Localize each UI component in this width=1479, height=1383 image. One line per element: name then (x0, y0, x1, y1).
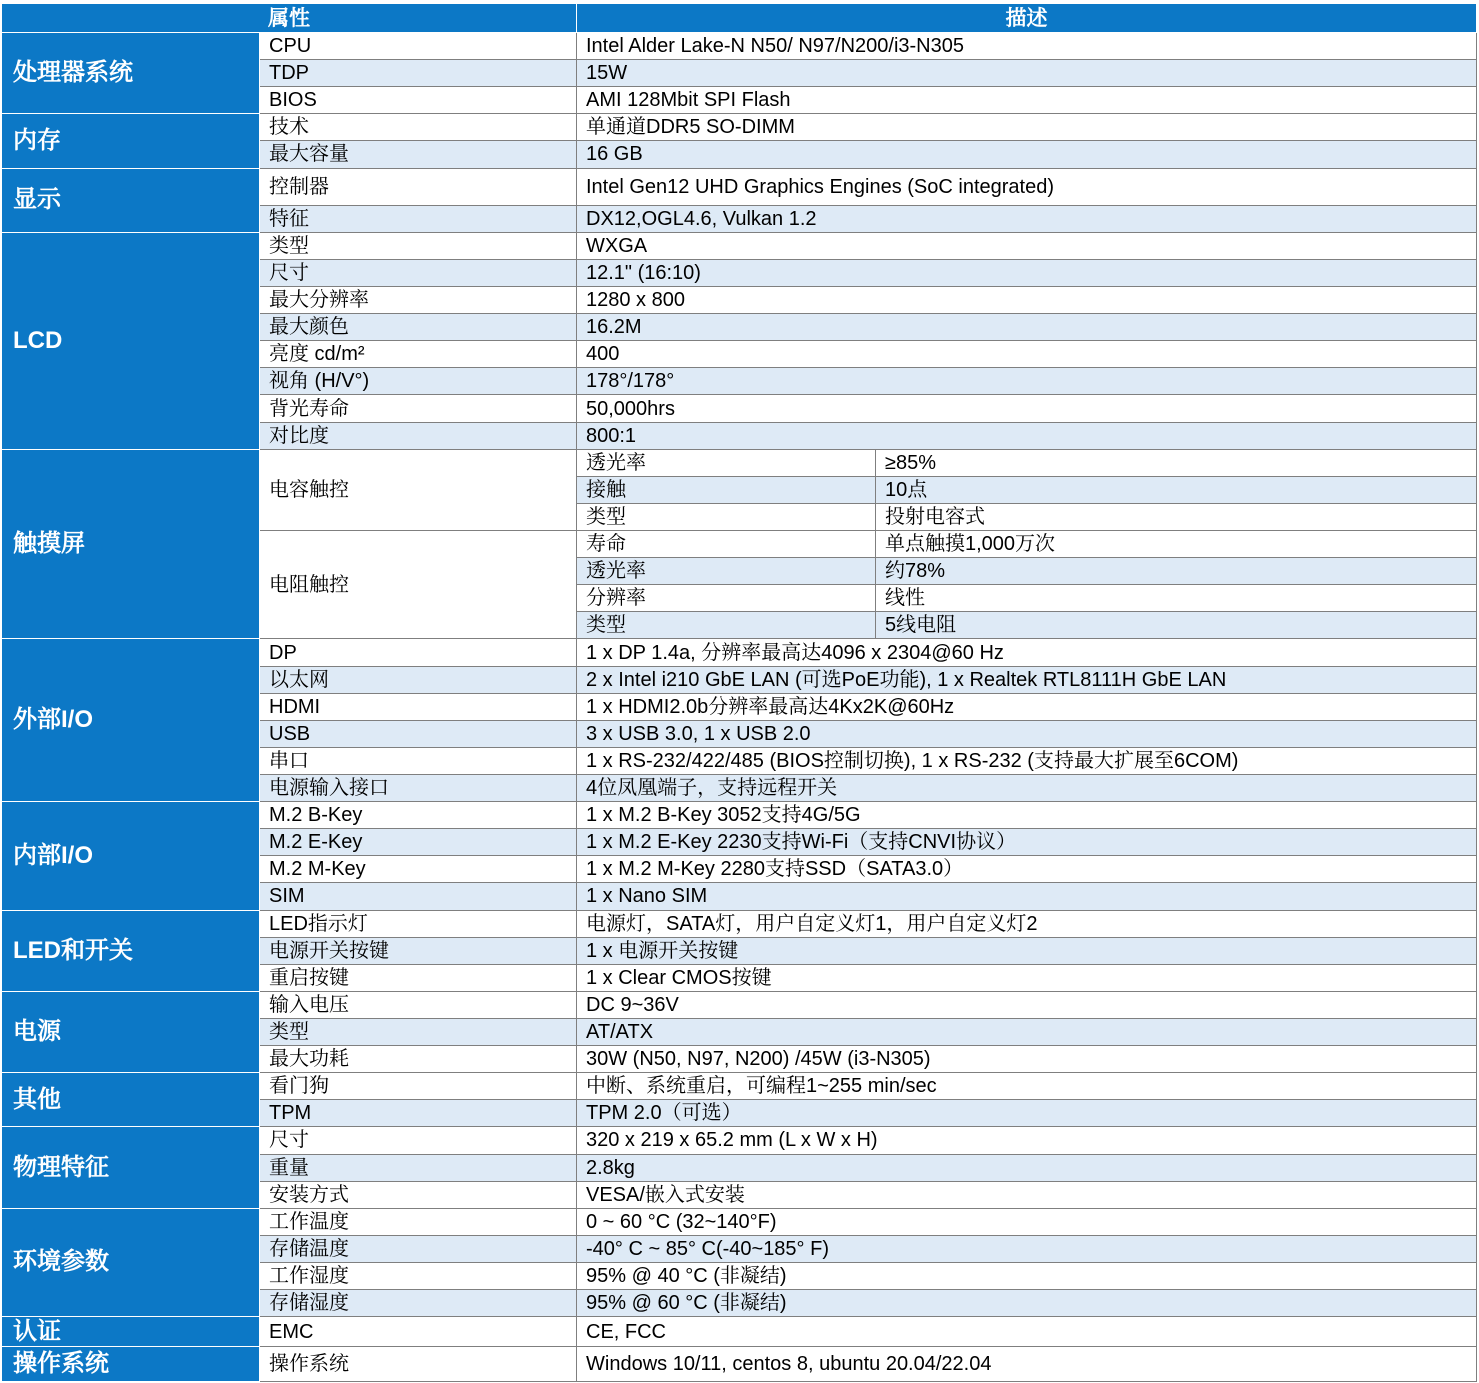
property-cell: 重量 (260, 1154, 577, 1181)
property-cell: 背光寿命 (260, 395, 577, 422)
property-cell: 串口 (260, 747, 577, 774)
table-row (2, 802, 1477, 829)
table-row (2, 639, 1477, 666)
property-cell: 最大功耗 (260, 1046, 577, 1073)
property-cell: 尺寸 (260, 259, 577, 286)
description-cell: 3 x USB 3.0, 1 x USB 2.0 (577, 720, 1477, 747)
sub-property-cell: 透光率 (577, 449, 876, 476)
subgroup-label: 电容触控 (260, 449, 577, 530)
property-cell: 视角 (H/V°) (260, 368, 577, 395)
description-cell: 1 x RS-232/422/485 (BIOS控制切换), 1 x RS-232 (支持最大扩展至6COM) (577, 747, 1477, 774)
description-cell: 1 x HDMI2.0b分辨率最高达4Kx2K@60Hz (577, 693, 1477, 720)
table-row (2, 991, 1477, 1018)
sub-property-cell: 类型 (577, 503, 876, 530)
description-cell: AT/ATX (577, 1018, 1477, 1045)
table-row (2, 232, 1477, 259)
description-cell: 1 x Nano SIM (577, 883, 1477, 910)
category-label: 处理器系统 (2, 33, 260, 114)
property-cell: 存储湿度 (260, 1290, 577, 1317)
category-label: 显示 (2, 168, 260, 232)
description-cell: CE, FCC (577, 1317, 1477, 1347)
description-cell: 95% @ 40 °C (非凝结) (577, 1262, 1477, 1289)
description-cell: 178°/178° (577, 368, 1477, 395)
subgroup-label: 电阻触控 (260, 531, 577, 639)
description-cell: 16 GB (577, 141, 1477, 168)
property-cell: 亮度 cd/m² (260, 341, 577, 368)
table-row (2, 1347, 1477, 1382)
property-cell: 存储温度 (260, 1235, 577, 1262)
description-cell: 50,000hrs (577, 395, 1477, 422)
description-cell: -40° C ~ 85° C(-40~185° F) (577, 1235, 1477, 1262)
description-cell: Intel Gen12 UHD Graphics Engines (SoC integrated) (577, 168, 1477, 205)
sub-property-cell: 接触 (577, 476, 876, 503)
description-cell: 1 x DP 1.4a, 分辨率最高达4096 x 2304@60 Hz (577, 639, 1477, 666)
description-cell: 800:1 (577, 422, 1477, 449)
description-cell: 15W (577, 60, 1477, 87)
property-cell: M.2 E-Key (260, 829, 577, 856)
table-row (2, 1317, 1477, 1347)
description-cell: 16.2M (577, 314, 1477, 341)
property-cell: 看门狗 (260, 1073, 577, 1100)
property-cell: 工作湿度 (260, 1262, 577, 1289)
category-label: LED和开关 (2, 910, 260, 991)
description-cell: 95% @ 60 °C (非凝结) (577, 1290, 1477, 1317)
sub-value-cell: 约78% (876, 558, 1477, 585)
property-cell: DP (260, 639, 577, 666)
header-description: 描述 (577, 4, 1477, 33)
description-cell: 4位凤凰端子，支持远程开关 (577, 775, 1477, 802)
sub-property-cell: 分辨率 (577, 585, 876, 612)
property-cell: CPU (260, 33, 577, 60)
property-cell: 安装方式 (260, 1181, 577, 1208)
property-cell: M.2 M-Key (260, 856, 577, 883)
description-cell: VESA/嵌入式安装 (577, 1181, 1477, 1208)
category-label: 内部I/O (2, 802, 260, 910)
header-property: 属性 (2, 4, 577, 33)
property-cell: 工作温度 (260, 1208, 577, 1235)
property-cell: LED指示灯 (260, 910, 577, 937)
property-cell: M.2 B-Key (260, 802, 577, 829)
description-cell: 12.1" (16:10) (577, 259, 1477, 286)
category-label: 环境参数 (2, 1208, 260, 1316)
sub-value-cell: 5线电阻 (876, 612, 1477, 639)
header-row (2, 4, 1477, 33)
description-cell: 1 x M.2 E-Key 2230支持Wi-Fi（支持CNVI协议） (577, 829, 1477, 856)
description-cell: 中断、系统重启，可编程1~255 min/sec (577, 1073, 1477, 1100)
table-row (2, 449, 1477, 476)
category-label: 外部I/O (2, 639, 260, 802)
category-label: 电源 (2, 991, 260, 1072)
description-cell: 1 x M.2 M-Key 2280支持SSD（SATA3.0） (577, 856, 1477, 883)
property-cell: 重启按键 (260, 964, 577, 991)
category-label: 操作系统 (2, 1347, 260, 1382)
description-cell: 1 x M.2 B-Key 3052支持4G/5G (577, 802, 1477, 829)
property-cell: SIM (260, 883, 577, 910)
spec-table (1, 3, 1477, 1382)
property-cell: HDMI (260, 693, 577, 720)
category-label: 物理特征 (2, 1127, 260, 1208)
property-cell: 对比度 (260, 422, 577, 449)
description-cell: Windows 10/11, centos 8, ubuntu 20.04/22.04 (577, 1347, 1477, 1382)
property-cell: TPM (260, 1100, 577, 1127)
sub-value-cell: 线性 (876, 585, 1477, 612)
description-cell: 30W (N50, N97, N200) /45W (i3-N305) (577, 1046, 1477, 1073)
category-label: 内存 (2, 114, 260, 168)
property-cell: 电源输入接口 (260, 775, 577, 802)
sub-value-cell: 10点 (876, 476, 1477, 503)
description-cell: TPM 2.0（可选） (577, 1100, 1477, 1127)
category-label: 其他 (2, 1073, 260, 1127)
property-cell: 技术 (260, 114, 577, 141)
property-cell: TDP (260, 60, 577, 87)
table-row (2, 168, 1477, 205)
property-cell: 类型 (260, 1018, 577, 1045)
sub-property-cell: 类型 (577, 612, 876, 639)
sub-property-cell: 寿命 (577, 531, 876, 558)
description-cell: 1 x 电源开关按键 (577, 937, 1477, 964)
property-cell: 以太网 (260, 666, 577, 693)
table-row (2, 910, 1477, 937)
description-cell: Intel Alder Lake-N N50/ N97/N200/i3-N305 (577, 33, 1477, 60)
description-cell: DX12,OGL4.6, Vulkan 1.2 (577, 205, 1477, 232)
property-cell: 类型 (260, 232, 577, 259)
description-cell: AMI 128Mbit SPI Flash (577, 87, 1477, 114)
table-row (2, 1073, 1477, 1100)
property-cell: 电源开关按键 (260, 937, 577, 964)
description-cell: 电源灯，SATA灯，用户自定义灯1，用户自定义灯2 (577, 910, 1477, 937)
description-cell: 2 x Intel i210 GbE LAN (可选PoE功能), 1 x Realtek RTL8111H GbE LAN (577, 666, 1477, 693)
property-cell: USB (260, 720, 577, 747)
sub-value-cell: 单点触摸1,000万次 (876, 531, 1477, 558)
property-cell: 操作系统 (260, 1347, 577, 1382)
category-label: 认证 (2, 1317, 260, 1347)
description-cell: 单通道DDR5 SO-DIMM (577, 114, 1477, 141)
sub-property-cell: 透光率 (577, 558, 876, 585)
property-cell: EMC (260, 1317, 577, 1347)
description-cell: 320 x 219 x 65.2 mm (L x W x H) (577, 1127, 1477, 1154)
property-cell: 最大颜色 (260, 314, 577, 341)
property-cell: 尺寸 (260, 1127, 577, 1154)
property-cell: 最大容量 (260, 141, 577, 168)
description-cell: 1280 x 800 (577, 287, 1477, 314)
table-row (2, 1127, 1477, 1154)
table-row (2, 1208, 1477, 1235)
description-cell: DC 9~36V (577, 991, 1477, 1018)
description-cell: 0 ~ 60 °C (32~140°F) (577, 1208, 1477, 1235)
table-row (2, 33, 1477, 60)
sub-value-cell: ≥85% (876, 449, 1477, 476)
property-cell: BIOS (260, 87, 577, 114)
sub-value-cell: 投射电容式 (876, 503, 1477, 530)
property-cell: 最大分辨率 (260, 287, 577, 314)
table-row (2, 114, 1477, 141)
description-cell: 1 x Clear CMOS按键 (577, 964, 1477, 991)
description-cell: WXGA (577, 232, 1477, 259)
description-cell: 2.8kg (577, 1154, 1477, 1181)
property-cell: 特征 (260, 205, 577, 232)
category-label: 触摸屏 (2, 449, 260, 639)
property-cell: 输入电压 (260, 991, 577, 1018)
description-cell: 400 (577, 341, 1477, 368)
category-label: LCD (2, 232, 260, 449)
property-cell: 控制器 (260, 168, 577, 205)
